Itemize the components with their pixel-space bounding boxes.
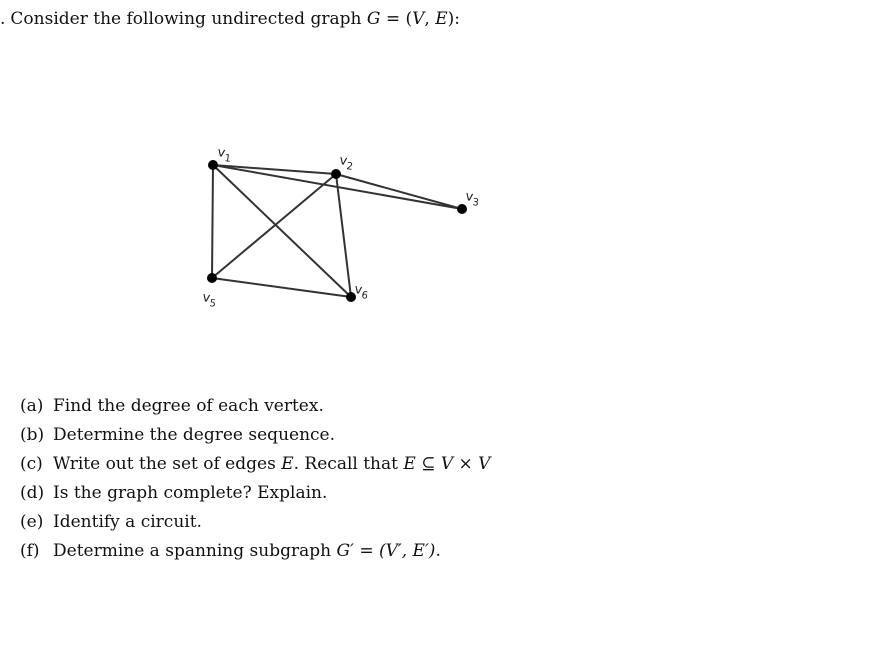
part-label: (b)	[20, 425, 45, 445]
vertex-label-v6: $v_6$	[353, 282, 369, 302]
vertex-v5	[207, 273, 217, 283]
part-f	[20, 541, 490, 570]
graph-edges	[212, 165, 462, 297]
part-text-2: .	[435, 541, 441, 561]
edge-v1-v2	[213, 165, 336, 174]
part-e	[20, 512, 490, 541]
part-text: Write out the set of edges	[53, 454, 276, 474]
part-text-2: . Recall that	[293, 454, 398, 474]
intro-lead: .	[0, 9, 6, 29]
part-text: Find the degree of each vertex.	[53, 396, 324, 416]
edge-v2-v3	[336, 174, 462, 209]
edge-v2-v6	[336, 174, 351, 297]
part-d	[20, 483, 490, 512]
question-parts	[20, 396, 490, 570]
part-text: Determine the degree sequence.	[53, 425, 336, 445]
math-v: V	[412, 9, 425, 29]
vertex-label-v2: $v_2$	[338, 153, 354, 173]
math-eq: = (	[380, 9, 413, 29]
part-text: Is the graph complete? Explain.	[53, 483, 328, 503]
part-math: E	[281, 454, 294, 474]
part-math: G′ = (V′, E′)	[336, 541, 436, 561]
vertex-label-v5: $v_5$	[201, 290, 217, 310]
part-math-2: E ⊆ V × V	[403, 454, 491, 474]
math-sep: ,	[424, 9, 436, 29]
math-e: E	[435, 9, 448, 29]
part-b	[20, 425, 490, 454]
vertex-label-v3: $v_3$	[464, 189, 480, 209]
part-label: (c)	[20, 454, 43, 474]
vertex-v3	[457, 204, 467, 214]
part-label: (d)	[20, 483, 45, 503]
part-c	[20, 454, 490, 483]
part-label: (a)	[20, 396, 44, 416]
part-label: (f)	[20, 541, 40, 561]
part-label: (e)	[20, 512, 44, 532]
math-g: G	[366, 9, 381, 29]
part-text: Determine a spanning subgraph	[53, 541, 332, 561]
vertex-v2	[331, 169, 341, 179]
vertex-label-v1: $v_1$	[216, 145, 232, 165]
math-close: ):	[447, 9, 460, 29]
edge-v5-v6	[212, 278, 351, 297]
vertex-v1	[208, 160, 218, 170]
intro-text: Consider the following undirected graph	[10, 9, 362, 29]
edge-v1-v5	[212, 165, 213, 278]
edge-v2-v5	[212, 174, 336, 278]
part-text: Identify a circuit.	[53, 512, 202, 532]
part-a	[20, 396, 490, 425]
